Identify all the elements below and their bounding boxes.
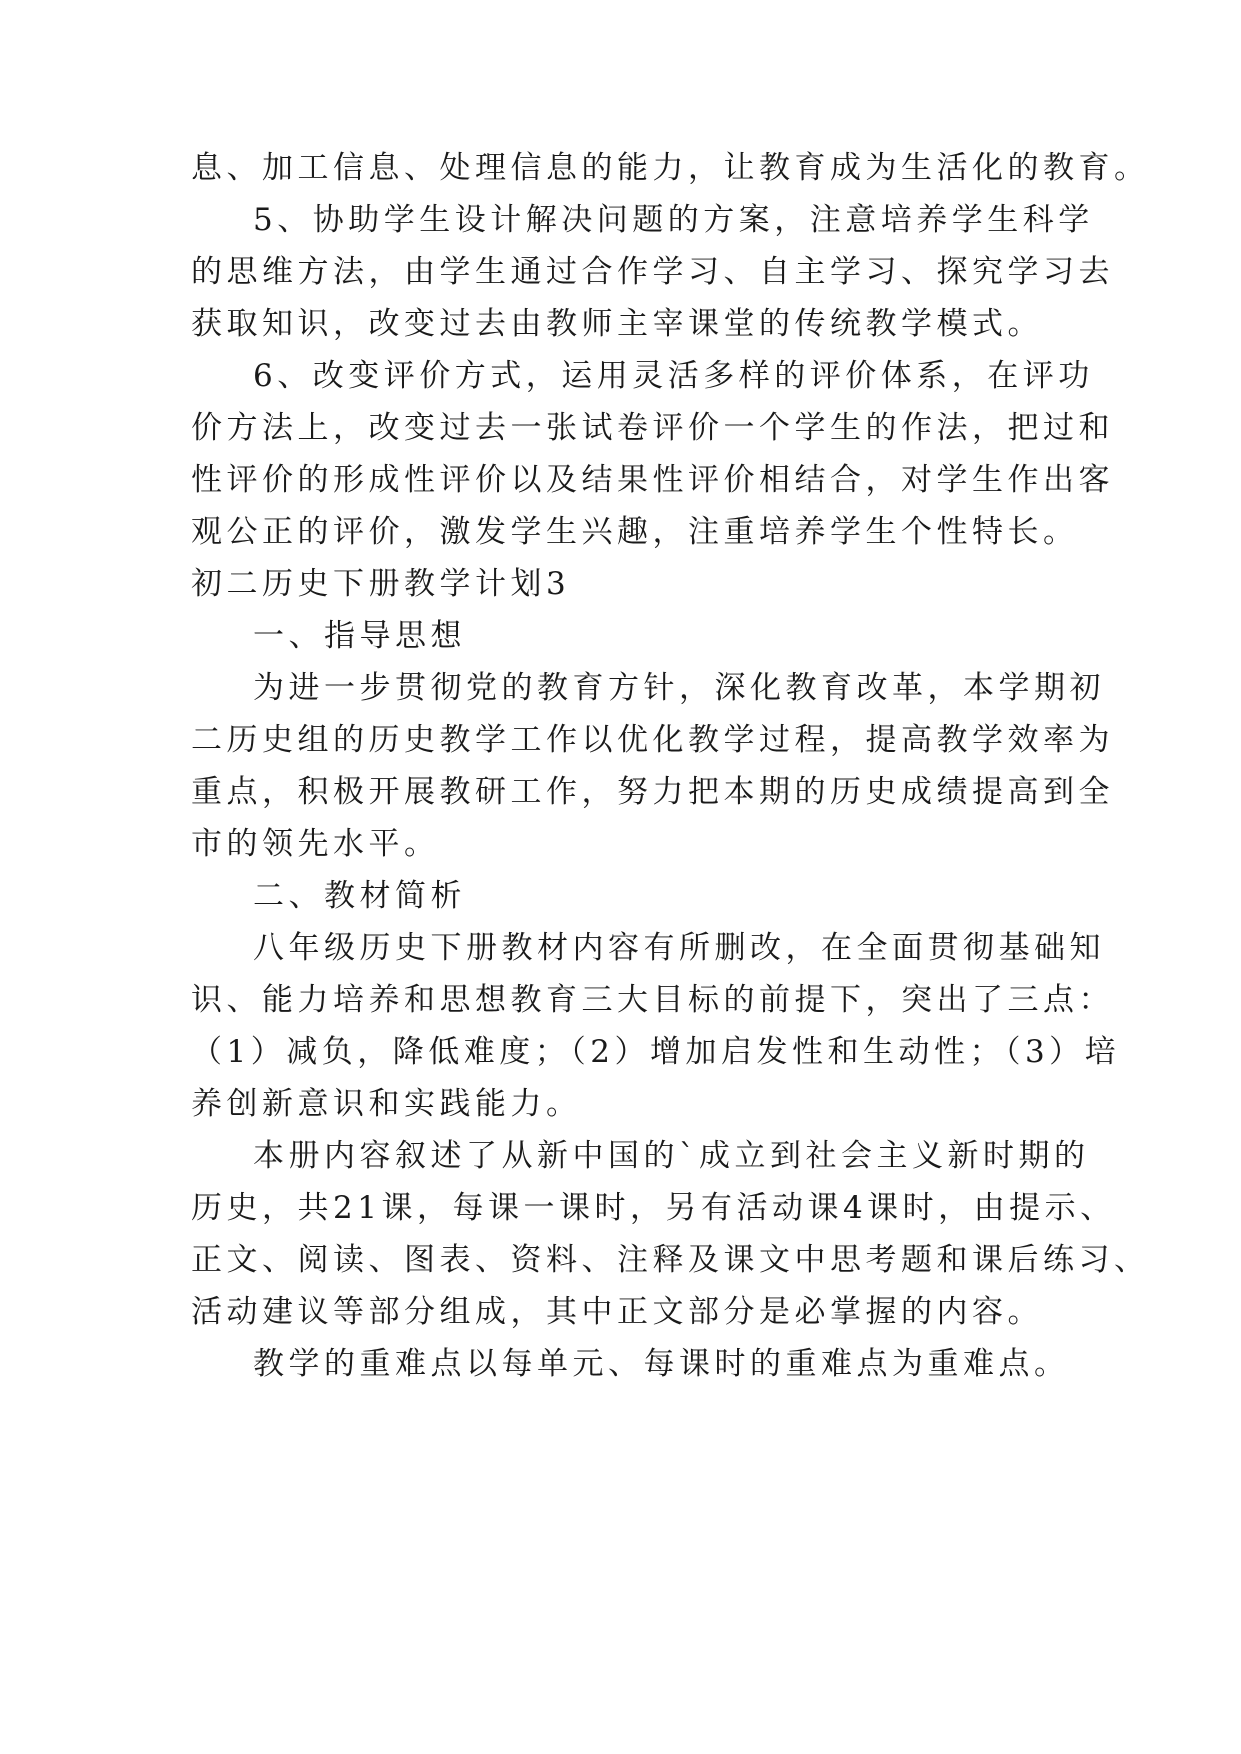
section-title: 初二历史下册教学计划3	[191, 566, 571, 602]
text-line: 识、能力培养和思想教育三大目标的前提下，突出了三点：	[191, 982, 1114, 1018]
text-line: 价方法上，改变过去一张试卷评价一个学生的作法，把过和	[191, 410, 1114, 446]
text-line: 正文、阅读、图表、资料、注释及课文中思考题和课后练习、	[191, 1242, 1150, 1278]
text-line: 重点，积极开展教研工作，努力把本期的历史成绩提高到全	[191, 774, 1114, 810]
text-line: 息、加工信息、处理信息的能力，让教育成为生活化的教育。	[191, 150, 1150, 186]
paragraph-first-line: 6、改变评价方式，运用灵活多样的评价体系，在评功	[253, 358, 1094, 394]
text-line: 养创新意识和实践能力。	[191, 1086, 582, 1122]
text-line: 性评价的形成性评价以及结果性评价相结合，对学生作出客	[191, 462, 1114, 498]
text-line: 二历史组的历史教学工作以优化教学过程，提高教学效率为	[191, 722, 1114, 758]
heading-textbook-analysis: 二、教材简析	[253, 878, 466, 914]
heading-guiding-ideology: 一、指导思想	[253, 618, 466, 654]
text-line: （1）减负，降低难度；（2）增加启发性和生动性；（3）培	[191, 1034, 1121, 1070]
text-line: 历史，共21课，每课一课时，另有活动课4课时，由提示、	[191, 1190, 1116, 1226]
paragraph-first-line: 5、协助学生设计解决问题的方案，注意培养学生科学	[253, 202, 1094, 238]
text-line: 获取知识，改变过去由教师主宰课堂的传统教学模式。	[191, 306, 1043, 342]
paragraph-first-line: 教学的重难点以每单元、每课时的重难点为重难点。	[253, 1346, 1070, 1382]
paragraph-first-line: 本册内容叙述了从新中国的`成立到社会主义新时期的	[253, 1138, 1090, 1174]
text-line: 市的领先水平。	[191, 826, 440, 862]
text-line: 观公正的评价，激发学生兴趣，注重培养学生个性特长。	[191, 514, 1079, 550]
text-line: 的思维方法，由学生通过合作学习、自主学习、探究学习去	[191, 254, 1114, 290]
text-line: 活动建议等部分组成，其中正文部分是必掌握的内容。	[191, 1294, 1043, 1330]
paragraph-first-line: 八年级历史下册教材内容有所删改，在全面贯彻基础知	[253, 930, 1105, 966]
paragraph-first-line: 为进一步贯彻党的教育方针，深化教育改革，本学期初	[253, 670, 1105, 706]
